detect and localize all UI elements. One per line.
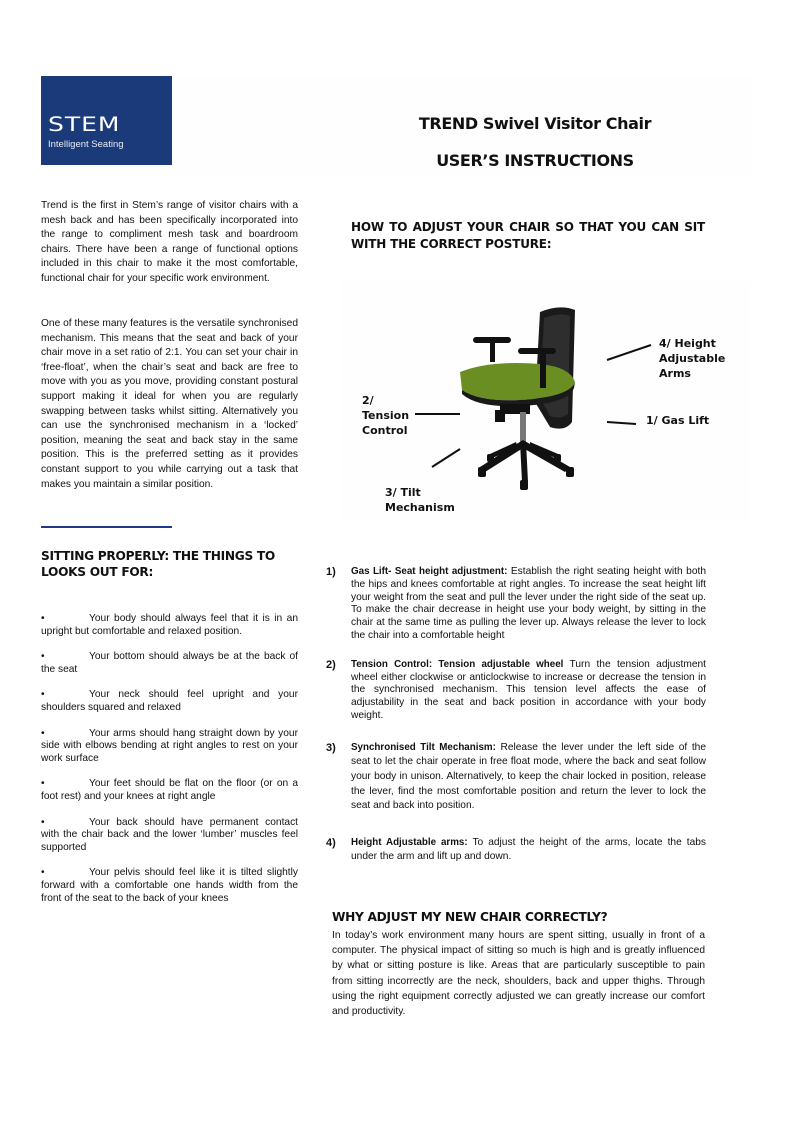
step-number: 4) bbox=[326, 836, 336, 849]
bullet-icon: • bbox=[41, 816, 45, 828]
bullet-icon: • bbox=[41, 689, 45, 701]
list-item: • Your back should have permanent contact with the chair back and the lower ‘lumber’ muscles feel supported bbox=[41, 816, 298, 853]
adjust-heading: HOW TO ADJUST YOUR CHAIR SO THAT YOU CAN SIT WITH THE CORRECT POSTURE: bbox=[351, 220, 705, 251]
logo-tagline: Intelligent Seating bbox=[48, 139, 124, 150]
bullet-icon: • bbox=[41, 613, 45, 624]
callout-height-adjustable-arms: 4/ Height Adjustable Arms bbox=[659, 337, 726, 380]
document-title: TREND Swivel Visitor Chair bbox=[418, 114, 652, 133]
step-title: Height Adjustable arms: bbox=[351, 836, 468, 848]
document-subtitle: USER’S INSTRUCTIONS bbox=[436, 151, 634, 170]
adjustment-steps bbox=[326, 566, 706, 865]
callout-tilt-mechanism: 3/ Tilt Mechanism bbox=[385, 486, 455, 514]
list-item: • Your body should always feel that it is in an upright but comfortable and relaxed position. bbox=[41, 613, 298, 637]
why-heading: WHY ADJUST MY NEW CHAIR CORRECTLY? bbox=[332, 910, 608, 924]
list-item: • Your feet should be flat on the floor (or on a foot rest) and your knees at right angle bbox=[41, 778, 298, 802]
bullet-icon: • bbox=[41, 651, 45, 663]
step-number: 2) bbox=[326, 658, 336, 671]
step-tension-control bbox=[326, 659, 706, 723]
logo-wordmark: STEM bbox=[48, 113, 121, 136]
step-number: 3) bbox=[326, 741, 336, 754]
sitting-heading: SITTING PROPERLY: THE THINGS TO LOOKS OUT FOR: bbox=[41, 549, 275, 579]
step-text: Turn the tension adjustment wheel either clockwise or anticlockwise to increase or decrease the tension in the synchronised mechanism. This tension level affects the ease of adjustability in the seat and back position in accordance with your body weight. bbox=[351, 658, 706, 721]
step-gas-lift bbox=[326, 566, 706, 643]
step-height-adjustable-arms bbox=[326, 836, 706, 865]
step-text: Establish the right seating height with both the hips and knees comfortable at right angles. To increase the seat height lift your weight from the seat and pull the lever under the right side of the seat up. To make the chair decrease in height use your body weight, by sitting in the chair at the same time as pulling the lever up. Always release the lever to lock the chair into a comfortable height bbox=[351, 566, 706, 641]
intro-paragraph-1: Trend is the first in Stem’s range of visitor chairs with a mesh back and has been specifically incorporated into the range to compliment mesh task and boardroom chairs. There have been a range of functional options included in this chair to make it the most comfortable, functional chair for your specific work environment. bbox=[41, 200, 298, 284]
step-tilt-mechanism bbox=[326, 741, 706, 814]
list-item: • Your pelvis should feel like it is tilted slightly forward with a comfortable one hands width from the front of the seat to the back of your knees bbox=[41, 867, 298, 904]
step-title: Tension Control: Tension adjustable wheel bbox=[351, 658, 564, 670]
bullet-icon: • bbox=[41, 867, 45, 879]
step-number: 1) bbox=[326, 566, 336, 578]
bullet-icon: • bbox=[41, 727, 45, 739]
why-paragraph: In today’s work environment many hours are spent sitting, usually in front of a computer. The physical impact of sitting so much is high and is greatly influenced by what or sitting posture is like. Areas that are particularly susceptible to pain from sitting incorrectly are the neck, shoulders, back and upper thighs. Through using the right equipment correctly adjusted we can greatly increase our comfort and productivity. bbox=[332, 930, 705, 1018]
stem-logo bbox=[41, 76, 172, 165]
bullet-icon: • bbox=[41, 778, 45, 790]
list-item: • Your neck should feel upright and your shoulders squared and relaxed bbox=[41, 689, 298, 713]
sitting-list bbox=[41, 613, 298, 918]
callout-tension-control: 2/ Tension Control bbox=[362, 394, 410, 437]
intro-paragraph-2: One of these many features is the versatile synchronised mechanism. This means that the seat and back of your chair move in a set ratio of 2:1. You can set your chair in ‘free-float’, when the chair’s seat and back are free to move with you as you move, providing constant postural support making it ideal for when you are regularly swapping between tasks whilst sitting. Alternatively you can use the synchronised mechanism in a ‘locked’ position, meaning the seat and back stay in the same position. This is the preferred setting as it provides constant support to you while carrying out a task that makes you maintain a similar position. bbox=[41, 318, 298, 490]
section-divider bbox=[41, 526, 172, 528]
step-title: Synchronised Tilt Mechanism: bbox=[351, 741, 496, 753]
step-title: Gas Lift- Seat height adjustment: bbox=[351, 566, 508, 577]
step-text: Release the lever under the left side of the seat to let the chair operate in free float mode, where the back and seat follow your body in unison. Alternatively, to keep the chair locked in position, release the lever, find the most comfortable position and return the lever to lock the seat and back into position. bbox=[351, 741, 706, 812]
list-item: • Your bottom should always be at the back of the seat bbox=[41, 651, 298, 675]
callout-gas-lift: 1/ Gas Lift bbox=[646, 414, 710, 427]
step-text: To adjust the height of the arms, locate the tabs under the arm and lift up and down. bbox=[351, 836, 706, 863]
list-item: • Your arms should hang straight down by your side with elbows bending at right angles to rest on your work surface bbox=[41, 727, 298, 764]
chair-diagram bbox=[340, 282, 750, 522]
